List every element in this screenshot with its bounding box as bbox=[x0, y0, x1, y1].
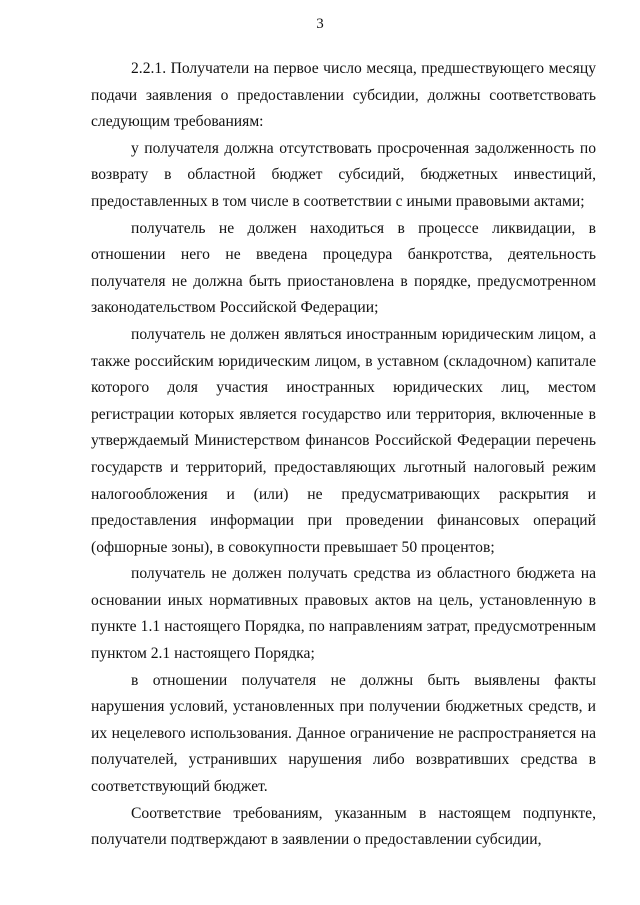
paragraph-2-2-1: 2.2.1. Получатели на первое число месяца, предшествующего месяцу подачи заявления о предоставлении субсидии, должны соответствовать следующим требованиям: bbox=[91, 60, 596, 131]
paragraph-no-overdue-debt: у получателя должна отсутствовать просроченная задолженность по возврату в областной бюджет субсидий, бюджетных инвестиций, предоставленных в том числе в соответствии с иными правовыми актами; bbox=[91, 139, 596, 210]
page-number: 3 bbox=[316, 16, 324, 32]
paragraph-no-other-funding: получатель не должен получать средства из областного бюджета на основании иных нормативных правовых актов на цель, установленную в пункте 1.1 настоящего Порядка, по направлениям затрат, предусмотренным пунктом 2.1 настоящего Порядка; bbox=[91, 565, 596, 663]
paragraph-no-violations: в отношении получателя не должны быть выявлены факты нарушения условий, установленных при получении бюджетных средств, и их нецелевого использования. Данное ограничение не распространяется на получателей, устранивших нарушения либо возвративших средства в соответствующий бюджет. bbox=[91, 671, 596, 796]
paragraph-no-liquidation: получатель не должен находиться в процессе ликвидации, в отношении него не введена процедура банкротства, деятельность получателя не должна быть приостановлена в порядке, предусмотренном законодательством Российской Федерации; bbox=[91, 219, 596, 317]
paragraph-not-foreign-entity: получатель не должен являться иностранным юридическим лицом, а также российским юридическим лицом, в уставном (складочном) капитале которого доля участия иностранных юридических лиц, местом регистрации которых является государство или территория, включенные в утверждаемый Министерством финансов Российской Федерации перечень государств и территорий, предоставляющих льготный налоговый режим налогообложения и (или) не предусматривающих раскрытия и предоставления информации при проведении финансовых операций (офшорные зоны), в совокупности превышает 50 процентов; bbox=[91, 325, 596, 556]
document-body bbox=[91, 56, 596, 854]
paragraph-compliance-confirmation: Соответствие требованиям, указанным в настоящем подпункте, получатели подтверждают в заявлении о предоставлении субсидии, bbox=[91, 804, 596, 849]
